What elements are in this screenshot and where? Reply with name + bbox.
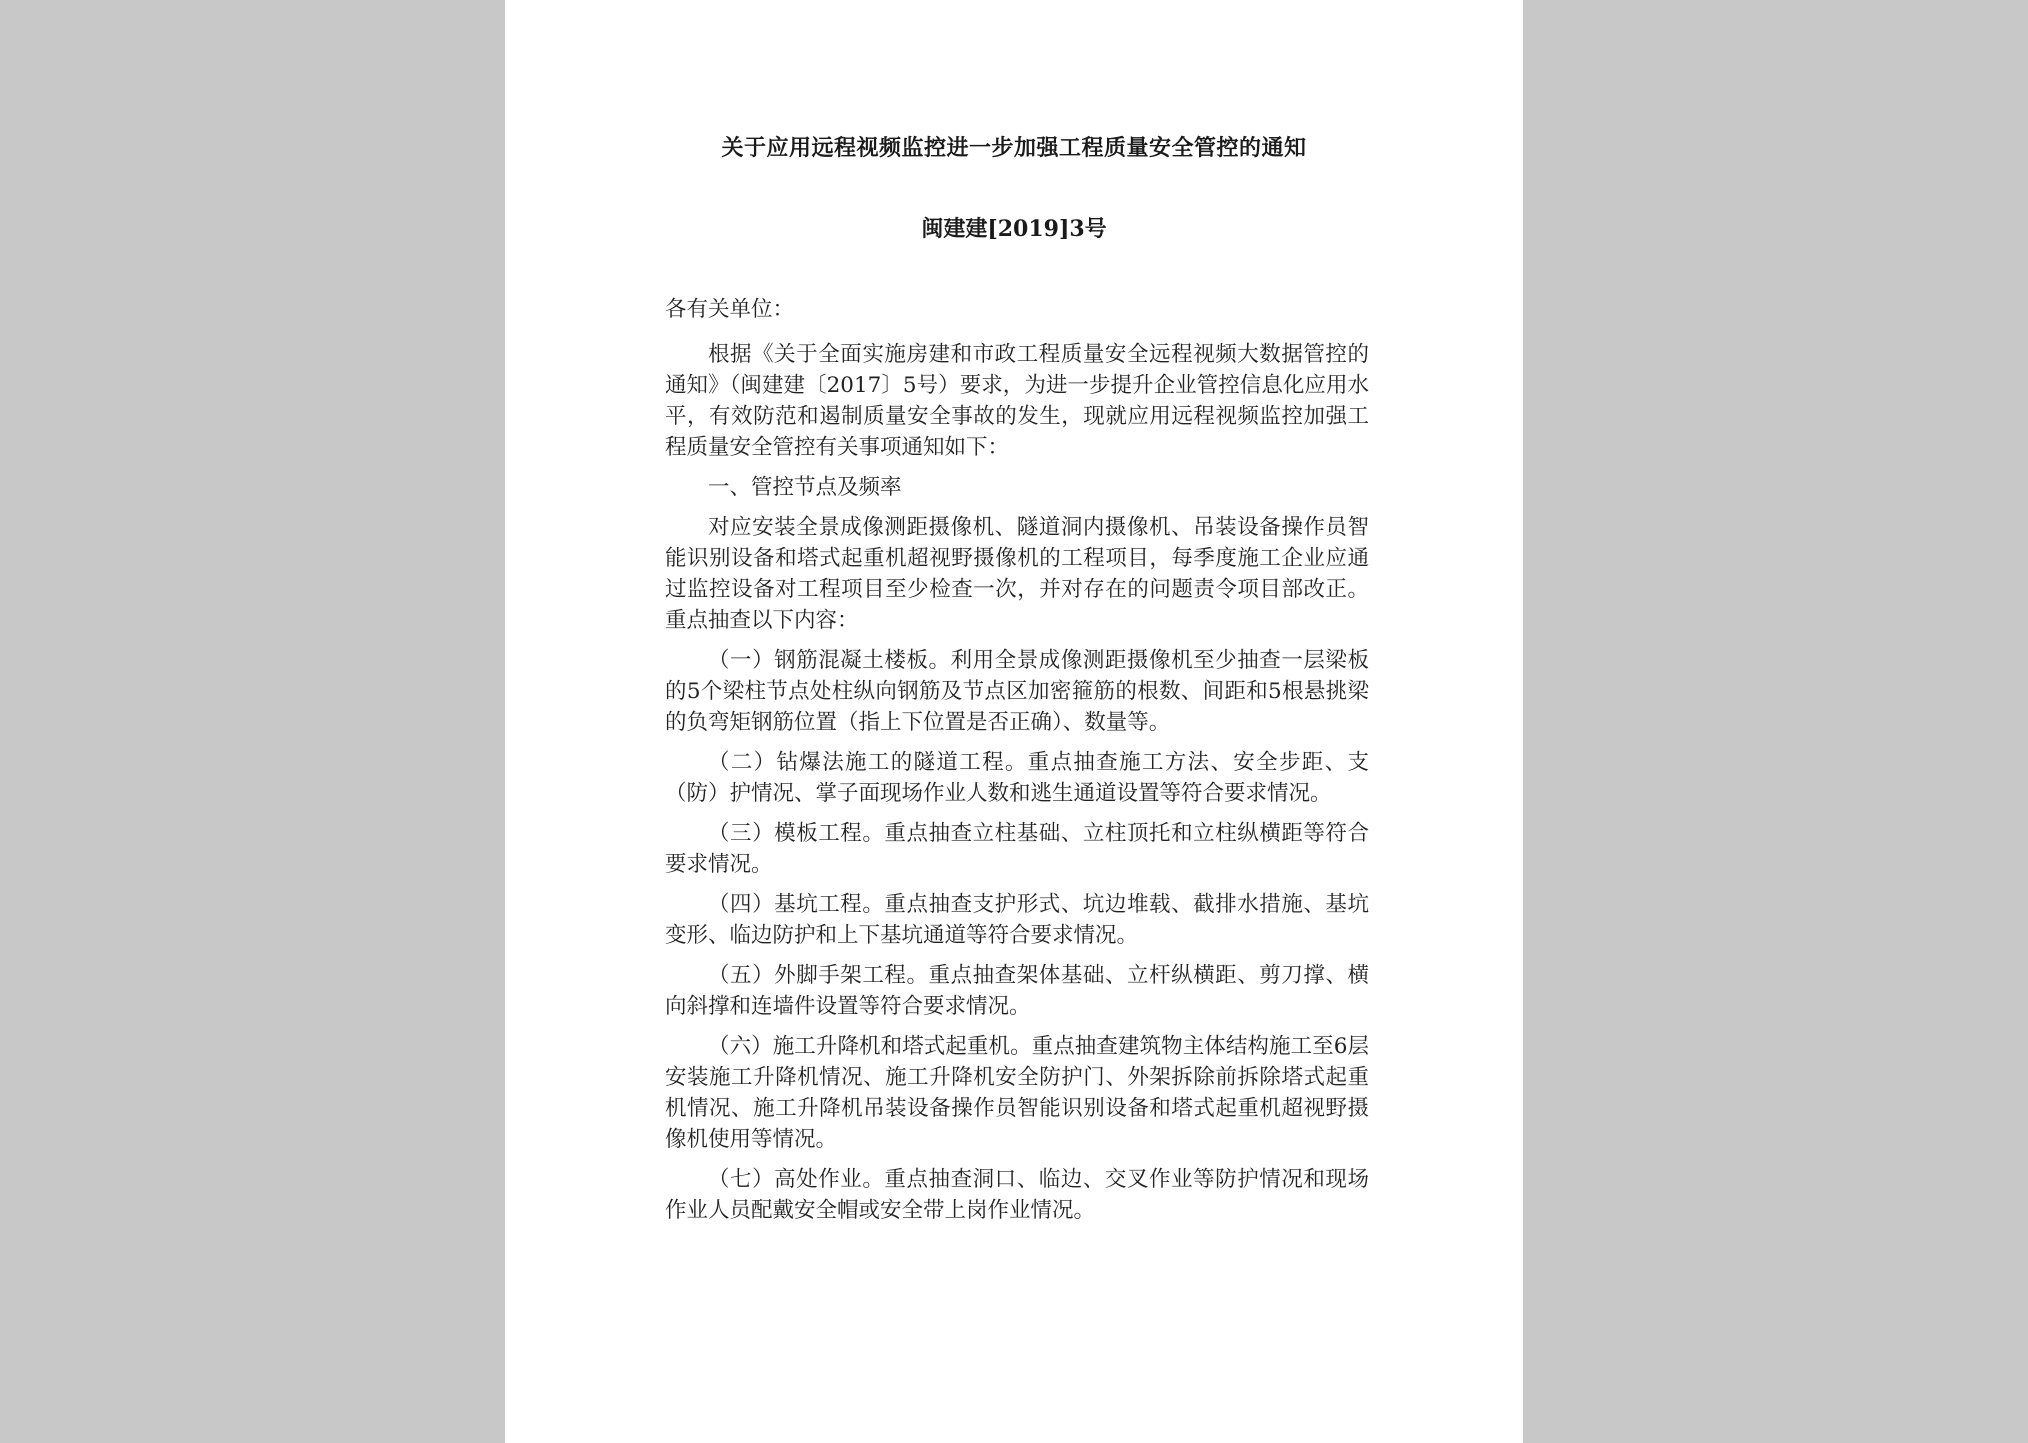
document-title: 关于应用远程视频监控进一步加强工程质量安全管控的通知 bbox=[721, 135, 1307, 161]
item-2-tunnel: （二）钻爆法施工的隧道工程。重点抽查施工方法、安全步距、支（防）护情况、掌子面现场作业人数和逃生通道设置等符合要求情况。 bbox=[665, 750, 1369, 806]
salutation: 各有关单位： bbox=[665, 297, 795, 322]
item-3-formwork: （三）模板工程。重点抽查立柱基础、立柱顶托和立柱纵横距等符合要求情况。 bbox=[665, 821, 1369, 877]
item-4-foundation-pit: （四）基坑工程。重点抽查支护形式、坑边堆载、截排水措施、基坑变形、临边防护和上下基坑通道等符合要求情况。 bbox=[665, 892, 1369, 948]
document-body bbox=[665, 294, 1369, 1235]
item-6-hoist-crane: （六）施工升降机和塔式起重机。重点抽查建筑物主体结构施工至6层安装施工升降机情况、施工升降机安全防护门、外架拆除前拆除塔式起重机情况、施工升降机吊装设备操作员智能识别设备和塔式起重机超视野摄像机使用等情况。 bbox=[665, 1034, 1369, 1152]
item-1-floor-slab: （一）钢筋混凝土楼板。利用全景成像测距摄像机至少抽查一层梁板的5个梁柱节点处柱纵向钢筋及节点区加密箍筋的根数、间距和5根悬挑梁的负弯矩钢筋位置（指上下位置是否正确）、数量等。 bbox=[665, 648, 1369, 735]
paragraph-inspection: 对应安装全景成像测距摄像机、隧道洞内摄像机、吊装设备操作员智能识别设备和塔式起重机超视野摄像机的工程项目，每季度施工企业应通过监控设备对工程项目至少检查一次，并对存在的问题责令项目部改正。重点抽查以下内容： bbox=[665, 515, 1369, 633]
item-5-scaffold: （五）外脚手架工程。重点抽查架体基础、立杆纵横距、剪刀撑、横向斜撑和连墙件设置等符合要求情况。 bbox=[665, 963, 1369, 1019]
paragraph-intro: 根据《关于全面实施房建和市政工程质量安全远程视频大数据管控的通知》（闽建建〔2017〕5号）要求，为进一步提升企业管控信息化应用水平，有效防范和遏制质量安全事故的发生，现就应用远程视频监控加强工程质量安全管控有关事项通知如下： bbox=[665, 342, 1369, 460]
item-7-work-at-height: （七）高处作业。重点抽查洞口、临边、交叉作业等防护情况和现场作业人员配戴安全帽或安全带上岗作业情况。 bbox=[665, 1167, 1369, 1223]
section-heading-1: 一、管控节点及频率 bbox=[708, 475, 902, 500]
document-number: 闽建建[2019]3号 bbox=[921, 216, 1107, 242]
document-page bbox=[505, 0, 1523, 1443]
